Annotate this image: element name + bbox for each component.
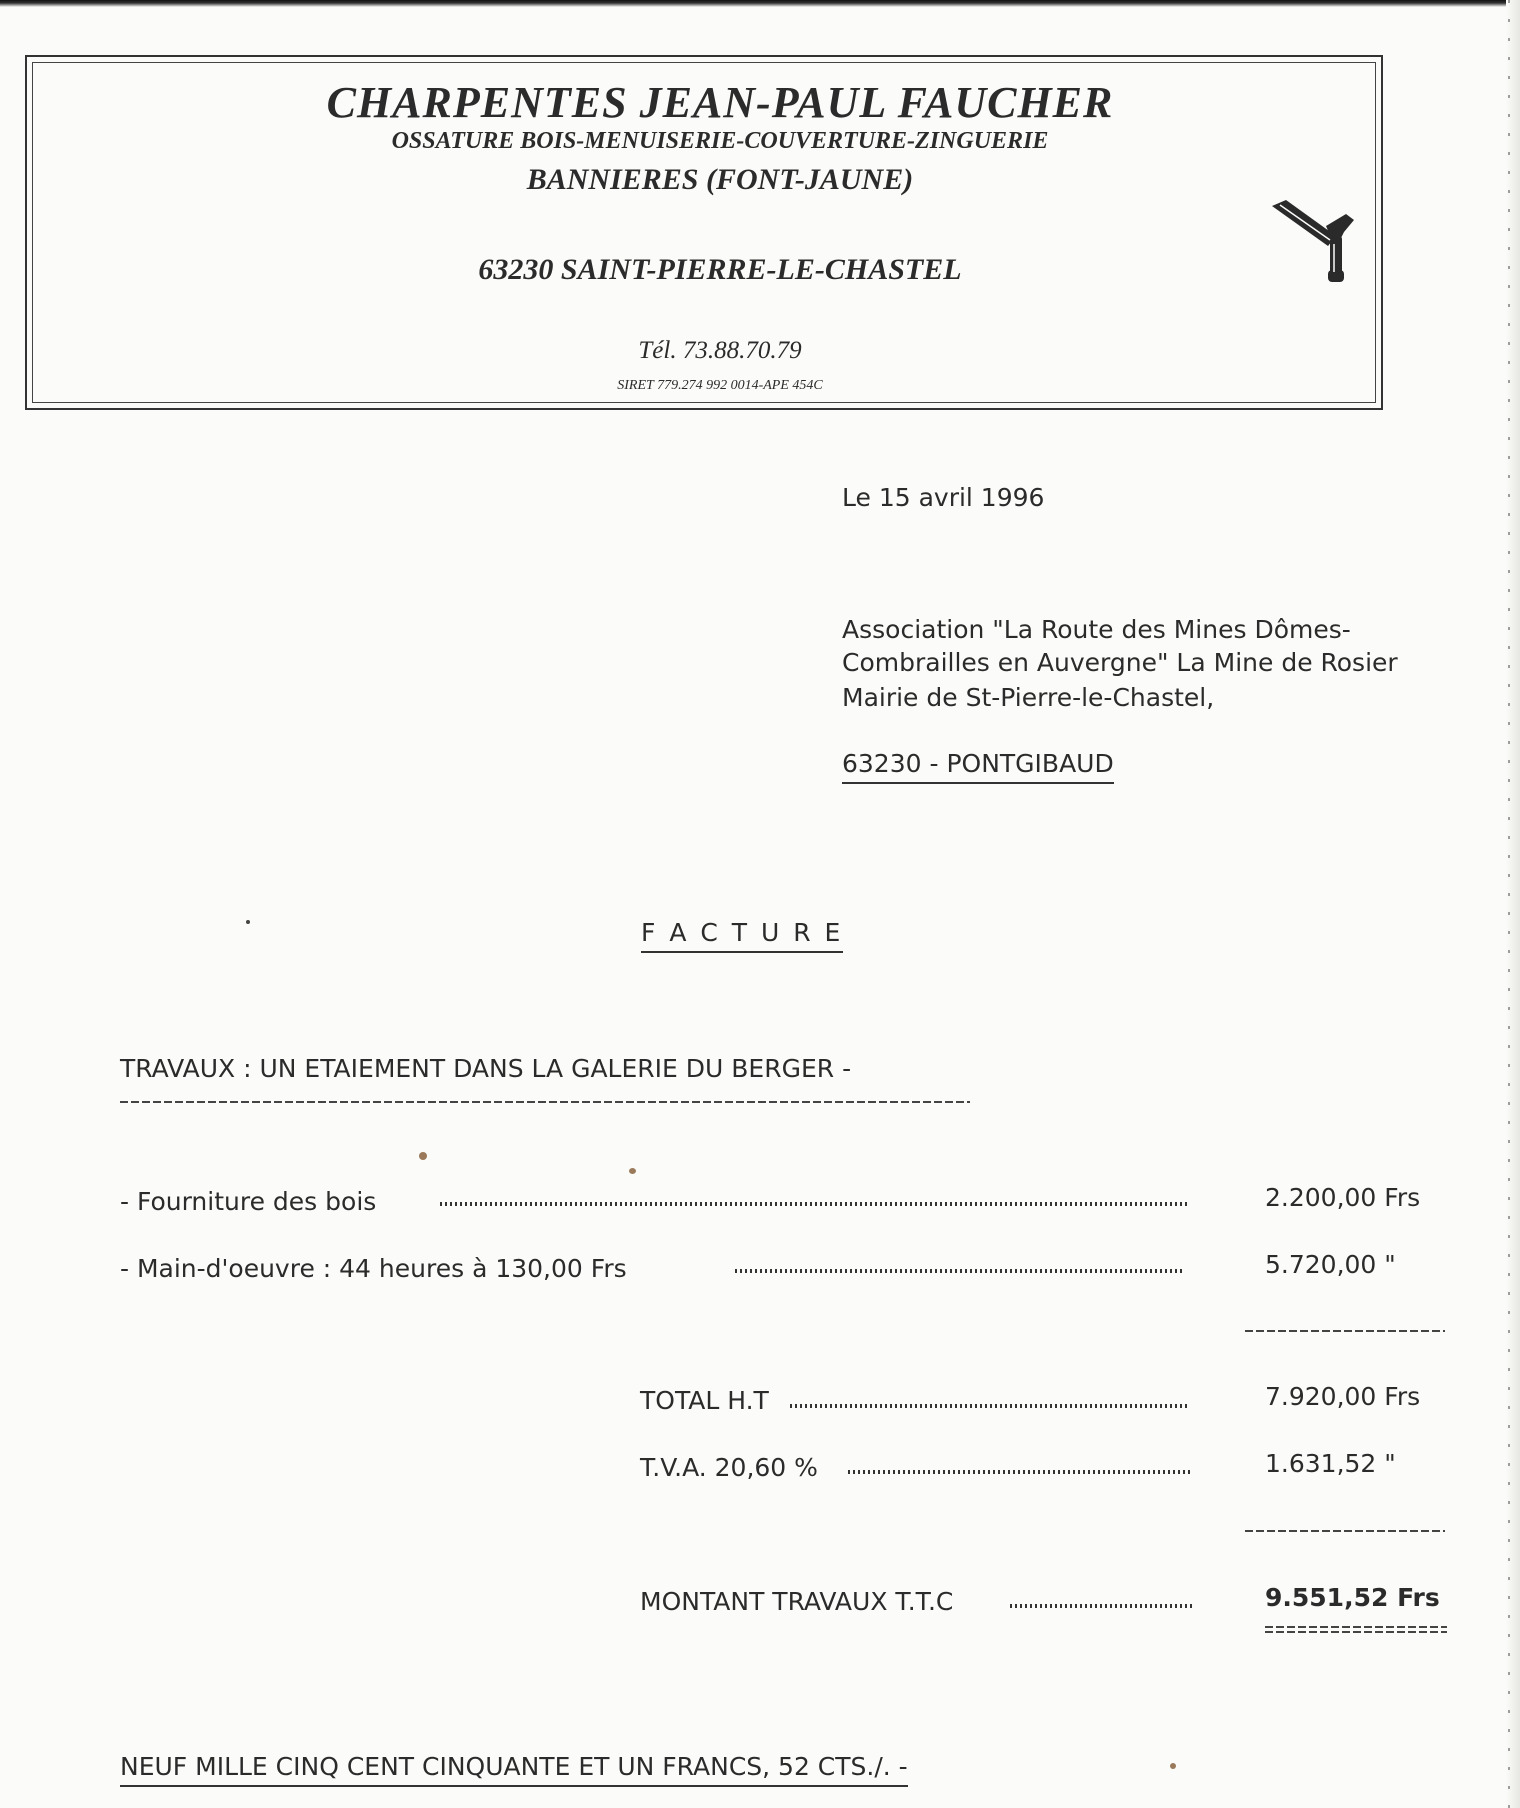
company-phone: Tél. 73.88.70.79 xyxy=(638,337,802,364)
recipient-line-3: Mairie de St-Pierre-le-Chastel, xyxy=(842,683,1215,712)
works-title: TRAVAUX : UN ETAIEMENT DANS LA GALERIE DU BERGER - xyxy=(120,1054,852,1083)
scan-speck xyxy=(419,1152,427,1160)
document-title: F A C T U R E xyxy=(641,918,843,953)
recipient-line-2: Combrailles en Auvergne" La Mine de Rosier xyxy=(842,648,1398,677)
company-locality: BANNIERES (FONT-JAUNE) xyxy=(526,163,914,196)
leader-dots xyxy=(790,1404,1188,1408)
leader-dots xyxy=(848,1470,1191,1474)
line-item-label: - Main-d'oeuvre : 44 heures à 130,00 Frs xyxy=(120,1254,627,1283)
total-double-underline xyxy=(1265,1626,1447,1633)
company-name: CHARPENTES JEAN-PAUL FAUCHER xyxy=(326,78,1114,127)
leader-dots xyxy=(735,1269,1185,1273)
total-separator xyxy=(1245,1530,1445,1532)
works-title-underline xyxy=(120,1101,970,1103)
scan-speck xyxy=(629,1168,636,1174)
total-ht-amount: 7.920,00 Frs xyxy=(1265,1382,1421,1411)
scan-perforation xyxy=(1508,0,1510,1808)
scan-top-edge xyxy=(0,0,1520,7)
scan-speck xyxy=(246,920,250,924)
line-item-amount: 2.200,00 Frs xyxy=(1265,1183,1421,1212)
leader-dots xyxy=(440,1202,1188,1206)
total-ht-label: TOTAL H.T xyxy=(640,1386,769,1415)
recipient-postal: 63230 - PONTGIBAUD xyxy=(842,749,1114,784)
tva-amount: 1.631,52 " xyxy=(1265,1449,1396,1478)
total-ttc-amount: 9.551,52 Frs xyxy=(1265,1583,1440,1612)
total-ttc-label: MONTANT TRAVAUX T.T.C xyxy=(640,1587,954,1616)
tva-label: T.V.A. 20,60 % xyxy=(640,1453,818,1482)
line-item-amount: 5.720,00 " xyxy=(1265,1250,1396,1279)
invoice-date: Le 15 avril 1996 xyxy=(842,483,1045,512)
hammer-icon xyxy=(1268,196,1358,286)
recipient-line-1: Association "La Route des Mines Dômes- xyxy=(842,615,1351,644)
scan-speck xyxy=(1170,1763,1176,1769)
company-siret: SIRET 779.274 992 0014-APE 454C xyxy=(617,378,823,393)
line-item-label: - Fourniture des bois xyxy=(120,1187,377,1216)
company-city: 63230 SAINT-PIERRE-LE-CHASTEL xyxy=(478,253,962,286)
company-activity: OSSATURE BOIS-MENUISERIE-COUVERTURE-ZINGUERIE xyxy=(391,128,1049,154)
leader-dots xyxy=(1010,1604,1192,1608)
subtotal-separator xyxy=(1245,1330,1445,1332)
amount-in-words: NEUF MILLE CINQ CENT CINQUANTE ET UN FRANCS, 52 CTS./. - xyxy=(120,1752,908,1787)
